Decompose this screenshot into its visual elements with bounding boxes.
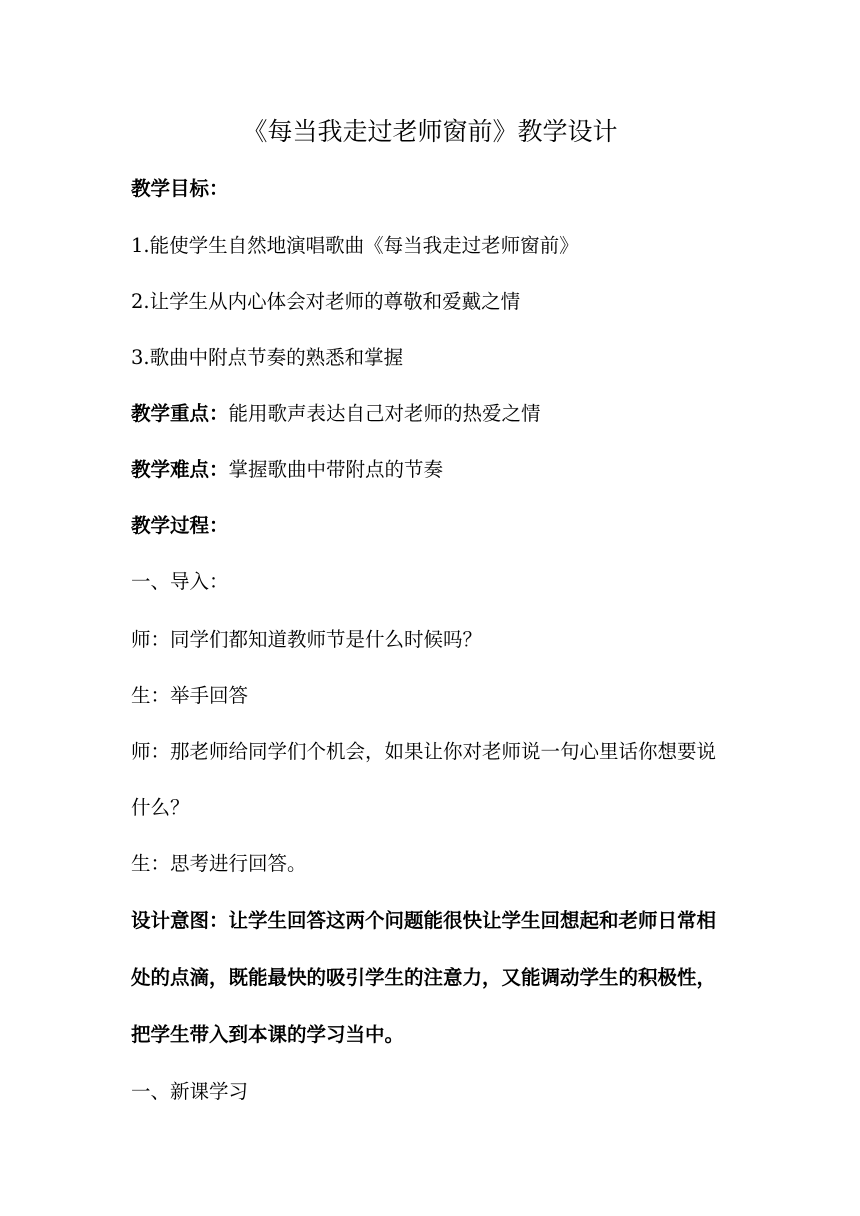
objective-item-3: 3.歌曲中附点节奏的熟悉和掌握: [131, 346, 404, 369]
difficulty-line: [131, 455, 741, 485]
dialogue-line-3: 师：那老师给同学们个机会，如果让你对老师说一句心里话你想要说: [131, 740, 717, 763]
key-point-line: [131, 399, 741, 429]
objective-item-2: 2.让学生从内心体会对老师的尊敬和爱戴之情: [131, 290, 521, 313]
dialogue-line-1: 师：同学们都知道教师节是什么时候吗？: [131, 628, 483, 651]
section-new-lesson-heading: 一、新课学习: [131, 1080, 249, 1103]
dialogue-line-4: 什么？: [131, 796, 190, 819]
design-intent-line-3: 把学生带入到本课的学习当中。: [131, 1023, 405, 1046]
difficulty-label: 教学难点：: [131, 458, 229, 481]
objectives-heading: 教学目标：: [131, 177, 229, 200]
key-point-text: 能用歌声表达自己对老师的热爱之情: [228, 402, 541, 425]
key-point-label: 教学重点：: [131, 402, 229, 425]
dialogue-line-2: 生：举手回答: [131, 684, 249, 707]
section-intro-heading: 一、导入：: [131, 570, 229, 593]
process-heading: 教学过程：: [131, 514, 229, 537]
document-title: 《每当我走过老师窗前》教学设计: [242, 117, 618, 146]
design-intent-line-2: 处的点滴，既能最快的吸引学生的注意力，又能调动学生的积极性，: [131, 966, 717, 989]
objective-item-1: 1.能使学生自然地演唱歌曲《每当我走过老师窗前》: [131, 234, 579, 257]
dialogue-line-5: 生：思考进行回答。: [131, 852, 307, 875]
design-intent-line-1: 设计意图：让学生回答这两个问题能很快让学生回想起和老师日常相: [131, 909, 717, 932]
difficulty-text: 掌握歌曲中带附点的节奏: [228, 458, 444, 481]
